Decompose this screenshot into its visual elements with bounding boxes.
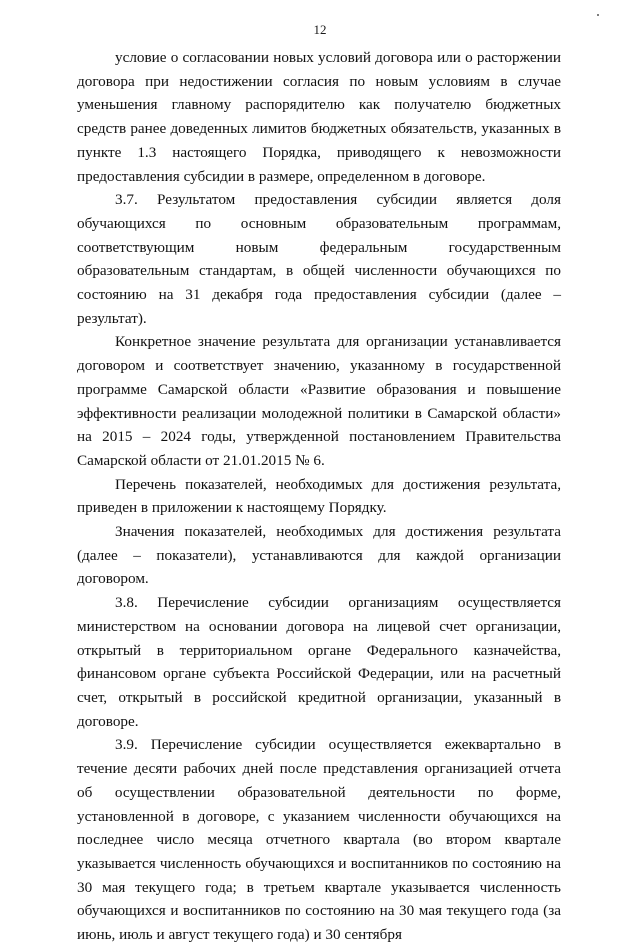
document-body [77, 46, 561, 947]
scan-speck [597, 14, 599, 16]
page-number: 12 [313, 22, 327, 37]
paragraph-continuation: условие о согласовании новых условий договора или о расторжении договора при недостижении согласия по новым условиям в случае уменьшения главному распорядителю как получателю бюджетных средств ранее доведенных лимитов бюджетных обязательств, указанных в пункте 1.3 настоящего Порядка, приводящего к невозможности предоставления субсидии в размере, определенном в договоре. [77, 49, 561, 185]
paragraph-3-7: 3.7. Результатом предоставления субсидии является доля обучающихся по основным образовательным программам, соответствующим новым федеральным государственным образовательным стандартам, в общей численности обучающихся по состоянию на 31 декабря года предоставления субсидии (далее – результат). [77, 191, 561, 327]
paragraph-result-value: Конкретное значение результата для организации устанавливается договором и соответствует значению, указанному в государственной программе Самарской области «Развитие образования и повышение эффективности реализации молодежной политики в Самарской области» на 2015 – 2024 годы, утвержденной постановлением Правительства Самарской области от 21.01.2015 № 6. [77, 333, 561, 469]
paragraph-3-8: 3.8. Перечисление субсидии организациям осуществляется министерством на основании договора на лицевой счет организации, открытый в территориальном органе Федерального казначейства, финансовом органе субъекта Российской Федерации, или на расчетный счет, открытый в российской кредитной организации, указанный в договоре. [77, 594, 561, 730]
paragraph-indicators-list: Перечень показателей, необходимых для достижения результата, приведен в приложении к настоящему Порядку. [77, 475, 561, 517]
paragraph-3-9: 3.9. Перечисление субсидии осуществляется ежеквартально в течение десяти рабочих дней после представления организацией отчета об осуществлении образовательной деятельности по форме, установленной в договоре, с указанием численности обучающихся на последнее число месяца отчетного квартала (во втором квартале указывается численность обучающихся и воспитанников по состоянию на 30 мая текущего года; в третьем квартале указывается численность обучающихся и воспитанников по состоянию на 30 мая текущего года (за июнь, июль и август текущего года) и 30 сентября [77, 736, 561, 944]
paragraph-indicators-values: Значения показателей, необходимых для достижения результата (далее – показатели), устанавливаются для каждой организации договором. [77, 523, 561, 588]
